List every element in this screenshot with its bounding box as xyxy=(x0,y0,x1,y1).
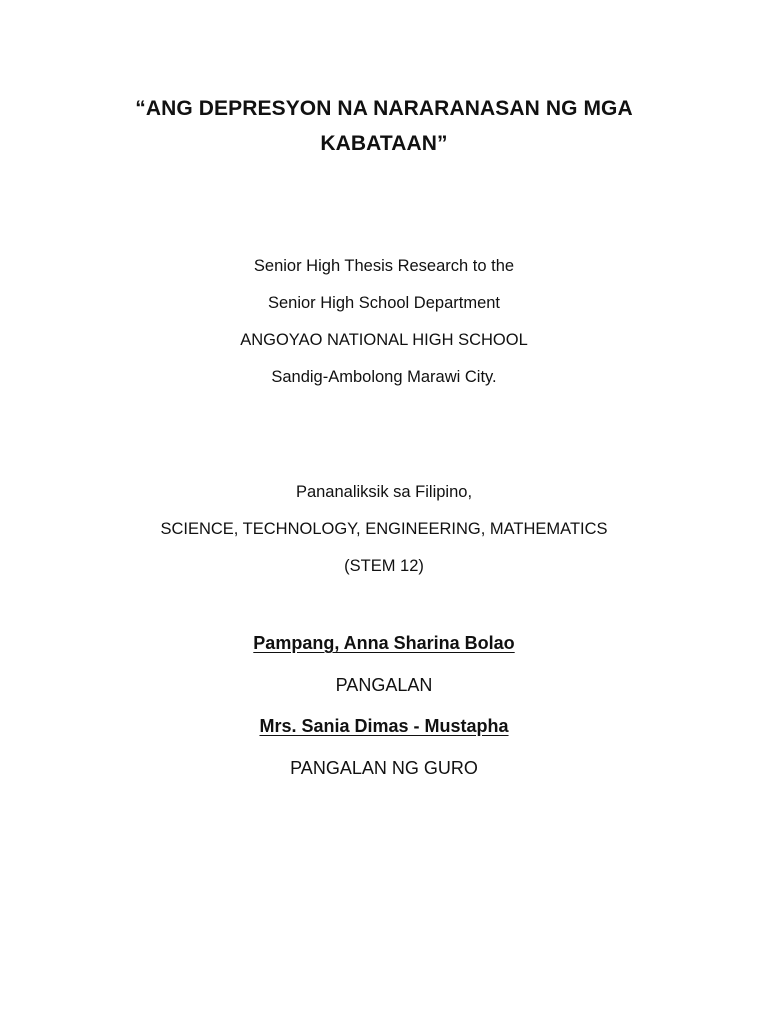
student-name-label: PANGALAN xyxy=(335,675,433,695)
school-name: ANGOYAO NATIONAL HIGH SCHOOL xyxy=(240,331,528,349)
teacher-name: Mrs. Sania Dimas - Mustapha xyxy=(259,716,509,736)
strand-line: SCIENCE, TECHNOLOGY, ENGINEERING, MATHEMATICS xyxy=(160,520,608,538)
title-line-2: KABATAAN” xyxy=(320,132,448,155)
submission-line-2: Senior High School Department xyxy=(267,294,501,312)
student-name: Pampang, Anna Sharina Bolao xyxy=(253,633,515,653)
title-line-1: “ANG DEPRESYON NA NARARANASAN NG MGA xyxy=(135,97,633,120)
submission-line-1: Senior High Thesis Research to the xyxy=(253,257,515,275)
subject-line: Pananaliksik sa Filipino, xyxy=(295,483,473,501)
teacher-name-label: PANGALAN NG GURO xyxy=(290,758,478,778)
grade-line: (STEM 12) xyxy=(344,557,424,575)
school-address: Sandig-Ambolong Marawi City. xyxy=(271,368,497,386)
